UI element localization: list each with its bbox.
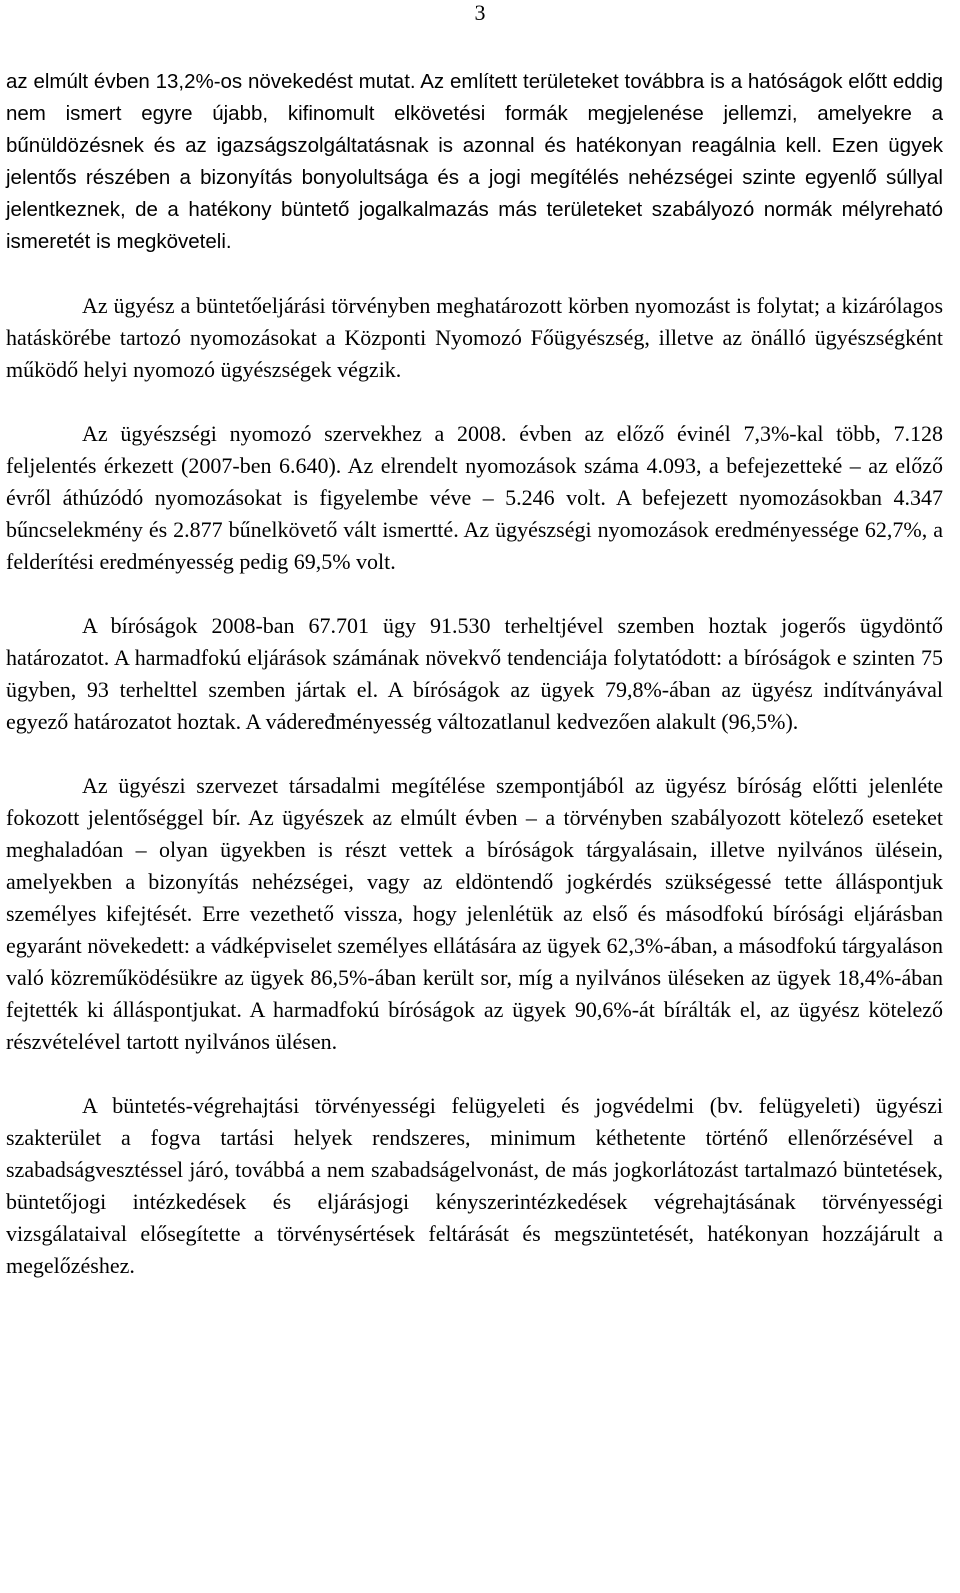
paragraph-continuation: az elmúlt évben 13,2%-os növekedést mutat. Az említett területeket továbbra is a hatóságok előtt eddig nem ismert egyre újabb, kifinomult elkövetési formák megjelenése jellemzi, amelyekre a bűnüldözésnek és az igazságszolgáltatásnak is azonnal és hatékonyan reagálnia kell. Ezen ügyek jelentős részében a bizonyítás bonyolultsága és a jogi megítélés nehézségei szinte egyenlő súllyal jelentkeznek, de a hatékony büntető jogalkalmazás más területeket szabályozó normák mélyreható ismeretét is megköveteli. [6,70,943,253]
document-body [6,66,943,1282]
paragraph-investigation-scope: Az ügyész a büntetőeljárási törvényben meghatározott körben nyomozást is folytat; a kizárólagos hatáskörébe tartozó nyomozásokat a Központi Nyomozó Főügyészség, illetve az önálló ügyészségként működő helyi nyomozó ügyészségek végzik. [6,293,943,382]
page-number: 3 [474,0,486,25]
paragraph-investigation-stats: Az ügyészségi nyomozó szervekhez a 2008. évben az előző évinél 7,3%-kal több, 7.128 feljelentés érkezett (2007-ben 6.640). Az elrendelt nyomozások száma 4.093, a befejezetteké – az előző évről áthúzódó nyomozásokat is figyelembe véve – 5.246 volt. A befejezett nyomozásokban 4.347 bűncselekmény és 2.877 bűnelkövető vált ismertté. Az ügyészségi nyomozások eredményessége 62,7%, a felderítési eredményesség pedig 69,5% volt. [6,421,943,574]
paragraph-court-decisions: A bíróságok 2008-ban 67.701 ügy 91.530 terheltjével szemben hoztak jogerős ügydöntő határozatot. A harmadfokú eljárások számának növekvő tendenciája folytatódott: a bíróságok e szinten 75 ügyben, 93 terhelttel szemben jártak el. A bíróságok az ügyek 79,8%-ában az ügyész indítványával egyező határozatot hoztak. A vádeređményesség változatlanul kedvezően alakult (96,5%). [6,613,943,734]
paragraph-court-presence: Az ügyészi szervezet társadalmi megítélése szempontjából az ügyész bíróság előtti jelenléte fokozott jelentőséggel bír. Az ügyészek az elmúlt évben – a törvényben szabályozott kötelező eseteket meghaladóan – olyan ügyekben is részt vettek a bíróságok tárgyalásain, illetve nyilvános ülésein, amelyekben a bizonyítás nehézségei, vagy az eldöntendő jogkérdés szükségessé tette álláspontjuk személyes kifejtését. Erre vezethető vissza, hogy jelenlétük az első és másodfokú bírósági eljárásban egyaránt növekedett: a vádképviselet személyes ellátására az ügyek 62,3%-ában, a másodfokú tárgyaláson való közreműködésükre az ügyek 86,5%-ában került sor, míg a nyilvános üléseken az ügyek 18,4%-ában fejtették ki álláspontjukat. A harmadfokú bíróságok az ügyek 90,6%-át bírálták el, az ügyész kötelező részvételével tartott nyilvános ülésen. [6,773,943,1054]
paragraph-prison-supervision: A büntetés-végrehajtási törvényességi felügyeleti és jogvédelmi (bv. felügyeleti) ügyészi szakterület a fogva tartási helyek rendszeres, minimum kéthetente történő ellenőrzésével a szabadságvesztéssel járó, továbbá a nem szabadságelvonást, de más jogkorlátozást tartalmazó büntetések, büntetőjogi intézkedések és eljárásjogi kényszerintézkedések végrehajtásának törvényességi vizsgálataival elősegítette a törvénysértések feltárását és megszüntetését, hatékonyan hozzájárult a megelőzéshez. [6,1093,943,1278]
